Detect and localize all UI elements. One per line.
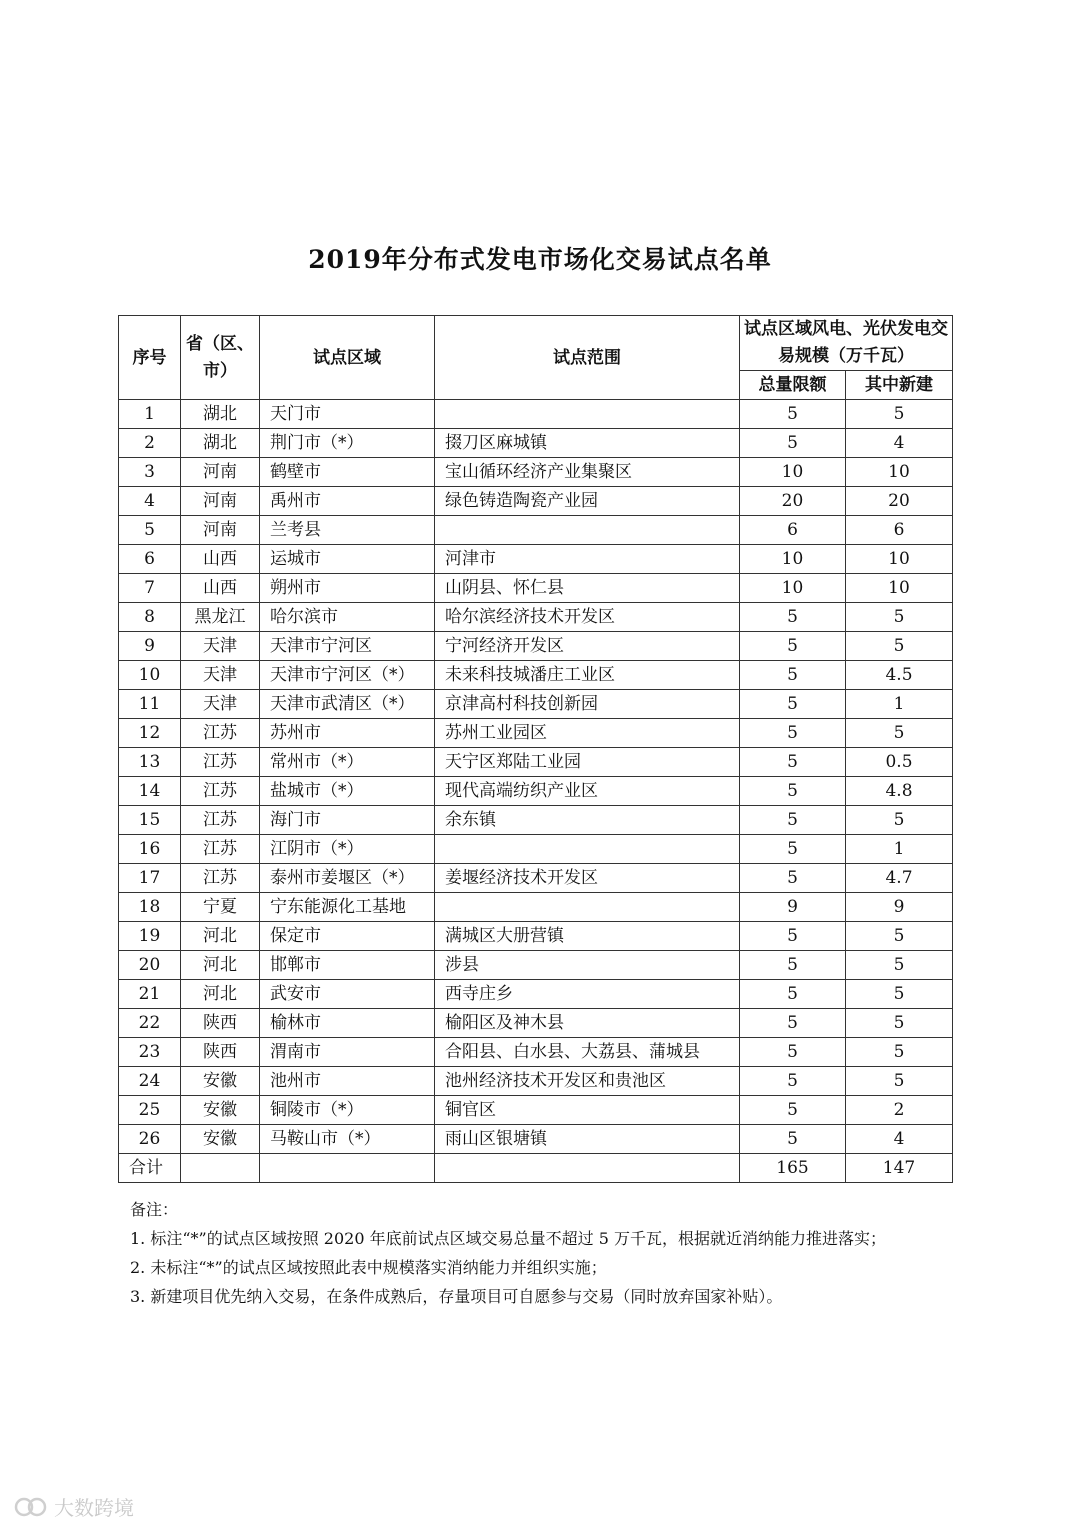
row-scope: 河津市	[435, 545, 740, 574]
row-index: 4	[119, 487, 181, 516]
table-row	[119, 922, 953, 951]
row-new-build: 5	[846, 1038, 953, 1067]
row-total-limit: 10	[740, 574, 846, 603]
header-index: 序号	[119, 316, 181, 400]
row-scope: 天宁区郑陆工业园	[435, 748, 740, 777]
row-scope: 合阳县、白水县、大荔县、蒲城县	[435, 1038, 740, 1067]
row-total-limit: 10	[740, 458, 846, 487]
row-index: 13	[119, 748, 181, 777]
total-row	[119, 1154, 953, 1183]
table-row	[119, 1038, 953, 1067]
row-new-build: 10	[846, 574, 953, 603]
row-region: 武安市	[260, 980, 435, 1009]
row-scope	[435, 893, 740, 922]
row-scope: 铜官区	[435, 1096, 740, 1125]
row-total-limit: 6	[740, 516, 846, 545]
row-province: 湖北	[181, 429, 260, 458]
row-province: 山西	[181, 574, 260, 603]
table-row	[119, 603, 953, 632]
row-region: 江阴市（*）	[260, 835, 435, 864]
table-body	[119, 400, 953, 1154]
pilot-list-table	[118, 315, 953, 1183]
table-row	[119, 893, 953, 922]
row-region: 鹤壁市	[260, 458, 435, 487]
row-province: 陕西	[181, 1038, 260, 1067]
row-scope: 满城区大册营镇	[435, 922, 740, 951]
total-limit-sum: 165	[740, 1154, 846, 1183]
row-index: 7	[119, 574, 181, 603]
row-province: 黑龙江	[181, 603, 260, 632]
row-region: 保定市	[260, 922, 435, 951]
row-region: 渭南市	[260, 1038, 435, 1067]
row-scope: 涉县	[435, 951, 740, 980]
row-total-limit: 5	[740, 1125, 846, 1154]
row-total-limit: 5	[740, 806, 846, 835]
row-province: 天津	[181, 661, 260, 690]
table-row	[119, 1009, 953, 1038]
row-province: 安徽	[181, 1067, 260, 1096]
row-index: 20	[119, 951, 181, 980]
row-region: 朔州市	[260, 574, 435, 603]
row-province: 江苏	[181, 835, 260, 864]
row-scope: 掇刀区麻城镇	[435, 429, 740, 458]
row-scope: 绿色铸造陶瓷产业园	[435, 487, 740, 516]
row-scope: 雨山区银塘镇	[435, 1125, 740, 1154]
row-new-build: 5	[846, 922, 953, 951]
row-province: 河北	[181, 922, 260, 951]
row-new-build: 10	[846, 458, 953, 487]
table-row	[119, 574, 953, 603]
row-new-build: 5	[846, 719, 953, 748]
row-province: 山西	[181, 545, 260, 574]
row-total-limit: 5	[740, 864, 846, 893]
note-item: 1. 标注“*”的试点区域按照 2020 年底前试点区域交易总量不超过 5 万千瓦，根据就近消纳能力推进落实；	[130, 1229, 886, 1248]
row-province: 河南	[181, 458, 260, 487]
row-total-limit: 5	[740, 603, 846, 632]
header-province: 省（区、市）	[181, 316, 260, 400]
row-province: 江苏	[181, 719, 260, 748]
row-scope	[435, 400, 740, 429]
table-row	[119, 748, 953, 777]
table-row	[119, 1067, 953, 1096]
header-total-limit: 总量限额	[740, 371, 846, 400]
row-new-build: 10	[846, 545, 953, 574]
row-total-limit: 5	[740, 690, 846, 719]
row-index: 17	[119, 864, 181, 893]
row-total-limit: 5	[740, 922, 846, 951]
table-row	[119, 487, 953, 516]
row-index: 6	[119, 545, 181, 574]
row-new-build: 5	[846, 1067, 953, 1096]
table-row	[119, 516, 953, 545]
row-index: 11	[119, 690, 181, 719]
row-index: 8	[119, 603, 181, 632]
row-province: 河南	[181, 516, 260, 545]
row-index: 24	[119, 1067, 181, 1096]
row-index: 5	[119, 516, 181, 545]
row-total-limit: 9	[740, 893, 846, 922]
row-total-limit: 5	[740, 1096, 846, 1125]
row-total-limit: 5	[740, 1038, 846, 1067]
row-new-build: 5	[846, 632, 953, 661]
row-region: 天津市宁河区	[260, 632, 435, 661]
row-region: 邯郸市	[260, 951, 435, 980]
row-total-limit: 10	[740, 545, 846, 574]
table-row	[119, 777, 953, 806]
row-index: 22	[119, 1009, 181, 1038]
table-row	[119, 1125, 953, 1154]
row-index: 18	[119, 893, 181, 922]
row-region: 荆门市（*）	[260, 429, 435, 458]
total-empty-cell	[260, 1154, 435, 1183]
row-province: 安徽	[181, 1096, 260, 1125]
header-new-build: 其中新建	[846, 371, 953, 400]
row-total-limit: 5	[740, 951, 846, 980]
row-index: 25	[119, 1096, 181, 1125]
row-province: 江苏	[181, 748, 260, 777]
header-row	[119, 316, 953, 371]
row-scope: 池州经济技术开发区和贵池区	[435, 1067, 740, 1096]
table-row	[119, 835, 953, 864]
row-scope: 宝山循环经济产业集聚区	[435, 458, 740, 487]
row-total-limit: 5	[740, 1067, 846, 1096]
row-province: 安徽	[181, 1125, 260, 1154]
row-total-limit: 5	[740, 400, 846, 429]
table-row	[119, 864, 953, 893]
row-region: 天津市宁河区（*）	[260, 661, 435, 690]
table-row	[119, 632, 953, 661]
row-index: 3	[119, 458, 181, 487]
row-new-build: 4.8	[846, 777, 953, 806]
row-region: 马鞍山市（*）	[260, 1125, 435, 1154]
row-scope: 京津高村科技创新园	[435, 690, 740, 719]
table-row	[119, 980, 953, 1009]
total-empty-cell	[181, 1154, 260, 1183]
header-scope: 试点范围	[435, 316, 740, 400]
row-province: 天津	[181, 632, 260, 661]
row-province: 河南	[181, 487, 260, 516]
row-new-build: 4	[846, 1125, 953, 1154]
table-row	[119, 951, 953, 980]
table-row	[119, 806, 953, 835]
row-new-build: 5	[846, 1009, 953, 1038]
row-new-build: 5	[846, 806, 953, 835]
row-new-build: 5	[846, 400, 953, 429]
note-item: 2. 未标注“*”的试点区域按照此表中规模落实消纳能力并组织实施；	[130, 1258, 607, 1277]
row-region: 天门市	[260, 400, 435, 429]
row-scope: 余东镇	[435, 806, 740, 835]
row-province: 河北	[181, 980, 260, 1009]
row-province: 宁夏	[181, 893, 260, 922]
row-scope	[435, 835, 740, 864]
row-province: 江苏	[181, 864, 260, 893]
row-new-build: 5	[846, 951, 953, 980]
row-scope: 哈尔滨经济技术开发区	[435, 603, 740, 632]
row-new-build: 5	[846, 980, 953, 1009]
total-new-sum: 147	[846, 1154, 953, 1183]
row-scope: 现代高端纺织产业区	[435, 777, 740, 806]
row-region: 禹州市	[260, 487, 435, 516]
row-total-limit: 20	[740, 487, 846, 516]
table-row	[119, 690, 953, 719]
row-index: 16	[119, 835, 181, 864]
row-province: 江苏	[181, 777, 260, 806]
row-region: 苏州市	[260, 719, 435, 748]
table-row	[119, 719, 953, 748]
row-index: 1	[119, 400, 181, 429]
table-row	[119, 400, 953, 429]
table-row	[119, 429, 953, 458]
header-region: 试点区域	[260, 316, 435, 400]
row-index: 15	[119, 806, 181, 835]
row-region: 运城市	[260, 545, 435, 574]
row-scope: 姜堰经济技术开发区	[435, 864, 740, 893]
row-scope: 未来科技城潘庄工业区	[435, 661, 740, 690]
row-index: 21	[119, 980, 181, 1009]
row-total-limit: 5	[740, 632, 846, 661]
row-index: 26	[119, 1125, 181, 1154]
total-label: 合计	[119, 1154, 181, 1183]
row-new-build: 6	[846, 516, 953, 545]
row-total-limit: 5	[740, 777, 846, 806]
table-row	[119, 661, 953, 690]
row-new-build: 20	[846, 487, 953, 516]
header-scale: 试点区域风电、光伏发电交易规模（万千瓦）	[740, 316, 953, 371]
row-index: 23	[119, 1038, 181, 1067]
watermark-text: 大数跨境	[54, 1496, 134, 1520]
row-index: 9	[119, 632, 181, 661]
row-region: 榆林市	[260, 1009, 435, 1038]
row-total-limit: 5	[740, 748, 846, 777]
table-row	[119, 458, 953, 487]
row-new-build: 4.7	[846, 864, 953, 893]
row-region: 海门市	[260, 806, 435, 835]
row-province: 陕西	[181, 1009, 260, 1038]
row-new-build: 4.5	[846, 661, 953, 690]
row-new-build: 1	[846, 835, 953, 864]
row-scope: 西寺庄乡	[435, 980, 740, 1009]
row-total-limit: 5	[740, 1009, 846, 1038]
row-scope: 山阴县、怀仁县	[435, 574, 740, 603]
row-total-limit: 5	[740, 980, 846, 1009]
row-region: 宁东能源化工基地	[260, 893, 435, 922]
row-region: 天津市武清区（*）	[260, 690, 435, 719]
page-title: 2019年分布式发电市场化交易试点名单	[308, 245, 772, 274]
notes	[130, 1195, 955, 1311]
brand-logo-icon	[14, 1495, 48, 1519]
row-index: 19	[119, 922, 181, 951]
row-region: 盐城市（*）	[260, 777, 435, 806]
row-new-build: 9	[846, 893, 953, 922]
row-index: 10	[119, 661, 181, 690]
row-province: 江苏	[181, 806, 260, 835]
row-total-limit: 5	[740, 429, 846, 458]
table-row	[119, 1096, 953, 1125]
row-province: 湖北	[181, 400, 260, 429]
row-new-build: 4	[846, 429, 953, 458]
row-scope	[435, 516, 740, 545]
row-region: 铜陵市（*）	[260, 1096, 435, 1125]
note-item: 3. 新建项目优先纳入交易，在条件成熟后，存量项目可自愿参与交易（同时放弃国家补贴）。	[130, 1287, 783, 1306]
row-new-build: 2	[846, 1096, 953, 1125]
notes-heading: 备注：	[130, 1200, 179, 1219]
row-region: 池州市	[260, 1067, 435, 1096]
row-new-build: 5	[846, 603, 953, 632]
row-index: 12	[119, 719, 181, 748]
row-region: 泰州市姜堰区（*）	[260, 864, 435, 893]
row-total-limit: 5	[740, 719, 846, 748]
row-index: 2	[119, 429, 181, 458]
row-scope: 榆阳区及神木县	[435, 1009, 740, 1038]
row-total-limit: 5	[740, 835, 846, 864]
row-new-build: 1	[846, 690, 953, 719]
table-row	[119, 545, 953, 574]
watermark	[14, 1492, 134, 1521]
row-total-limit: 5	[740, 661, 846, 690]
row-scope: 宁河经济开发区	[435, 632, 740, 661]
row-region: 哈尔滨市	[260, 603, 435, 632]
row-region: 常州市（*）	[260, 748, 435, 777]
row-province: 河北	[181, 951, 260, 980]
row-new-build: 0.5	[846, 748, 953, 777]
total-empty-cell	[435, 1154, 740, 1183]
row-scope: 苏州工业园区	[435, 719, 740, 748]
row-region: 兰考县	[260, 516, 435, 545]
row-index: 14	[119, 777, 181, 806]
row-province: 天津	[181, 690, 260, 719]
